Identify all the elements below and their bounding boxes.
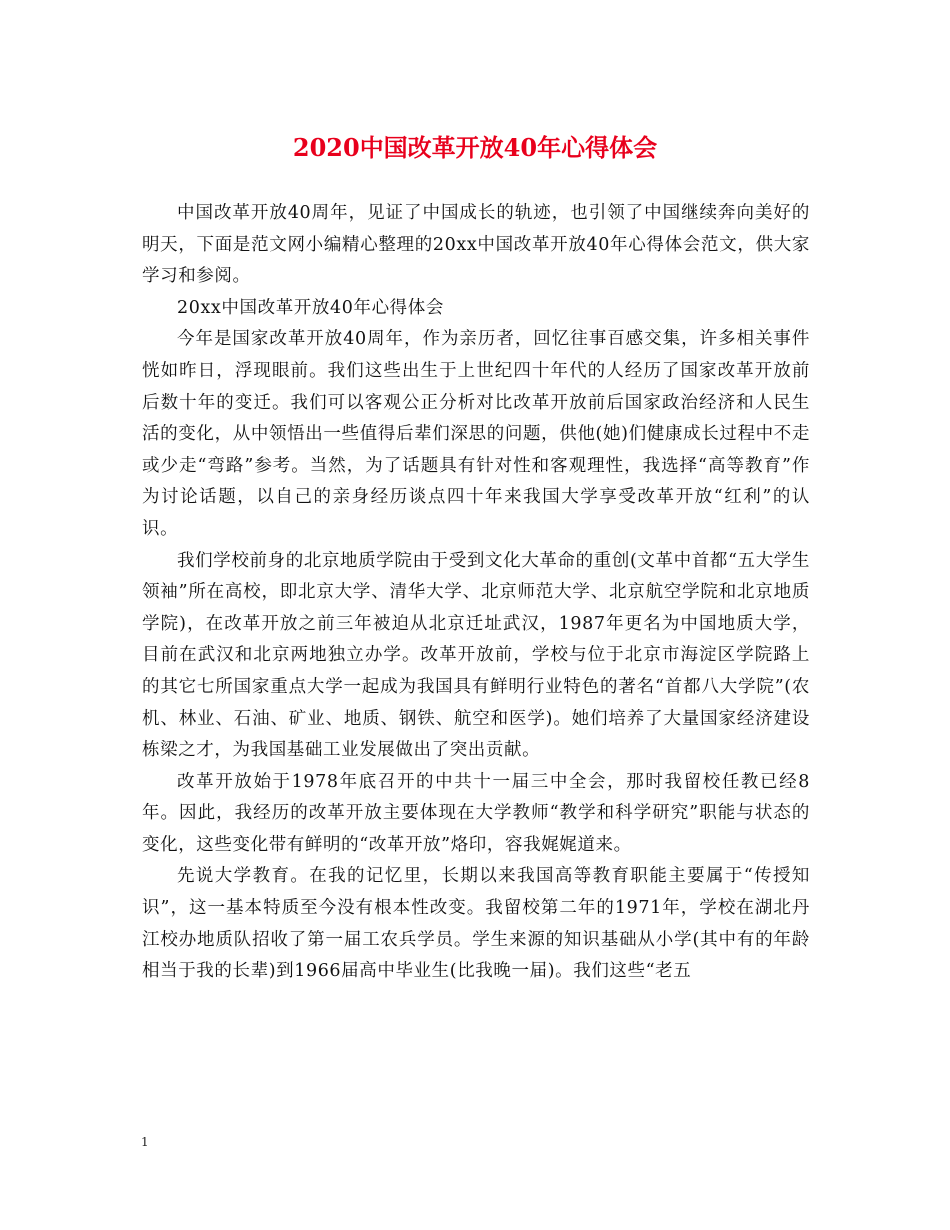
document-body xyxy=(142,198,810,988)
body-paragraph: 今年是国家改革开放40周年，作为亲历者，回忆往事百感交集，许多相关事件恍如昨日，浮现眼前。我们这些出生于上世纪四十年代的人经历了国家改革开放前后数十年的变迁。我们可以客观公正分析对比改革开放前后国家政治经济和人民生活的变化，从中领悟出一些值得后辈们深思的问题，供他(她)们健康成长过程中不走或少走“弯路”参考。当然，为了话题具有针对性和客观理性，我选择“高等教育”作为讨论话题，以自己的亲身经历谈点四十年来我国大学享受改革开放“红利”的认识。 xyxy=(142,329,810,539)
body-paragraph: 先说大学教育。在我的记忆里，长期以来我国高等教育职能主要属于“传授知识”，这一基本特质至今没有根本性改变。我留校第二年的1971年，学校在湖北丹江校办地质队招收了第一届工农兵学员。学生来源的知识基础从小学(其中有的年龄相当于我的长辈)到1966届高中毕业生(比我晚一届)。我们这些“老五 xyxy=(142,866,810,982)
body-paragraph: 改革开放始于1978年底召开的中共十一届三中全会，那时我留校任教已经8年。因此，我经历的改革开放主要体现在大学教师“教学和科学研究”职能与状态的变化，这些变化带有鲜明的“改革开放”烙印，容我娓娓道来。 xyxy=(142,771,810,855)
body-paragraph: 我们学校前身的北京地质学院由于受到文化大革命的重创(文革中首都“五大学生领袖”所在高校，即北京大学、清华大学、北京师范大学、北京航空学院和北京地质学院)，在改革开放之前三年被迫从北京迁址武汉，1987年更名为中国地质大学，目前在武汉和北京两地独立办学。改革开放前，学校与位于北京市海淀区学院路上的其它七所国家重点大学一起成为我国具有鲜明行业特色的著名“首都八大学院”(农机、林业、石油、矿业、地质、钢铁、航空和医学)。她们培养了大量国家经济建设栋梁之才，为我国基础工业发展做出了突出贡献。 xyxy=(142,550,810,761)
page-number: 1 xyxy=(141,1135,149,1149)
intro-paragraph: 中国改革开放40周年，见证了中国成长的轨迹，也引领了中国继续奔向美好的明天，下面是范文网小编精心整理的20xx中国改革开放40年心得体会范文，供大家学习和参阅。 xyxy=(142,203,810,287)
section-heading: 20xx中国改革开放40年心得体会 xyxy=(177,297,444,318)
document-title: 2020中国改革开放40年心得体会 xyxy=(292,133,658,162)
